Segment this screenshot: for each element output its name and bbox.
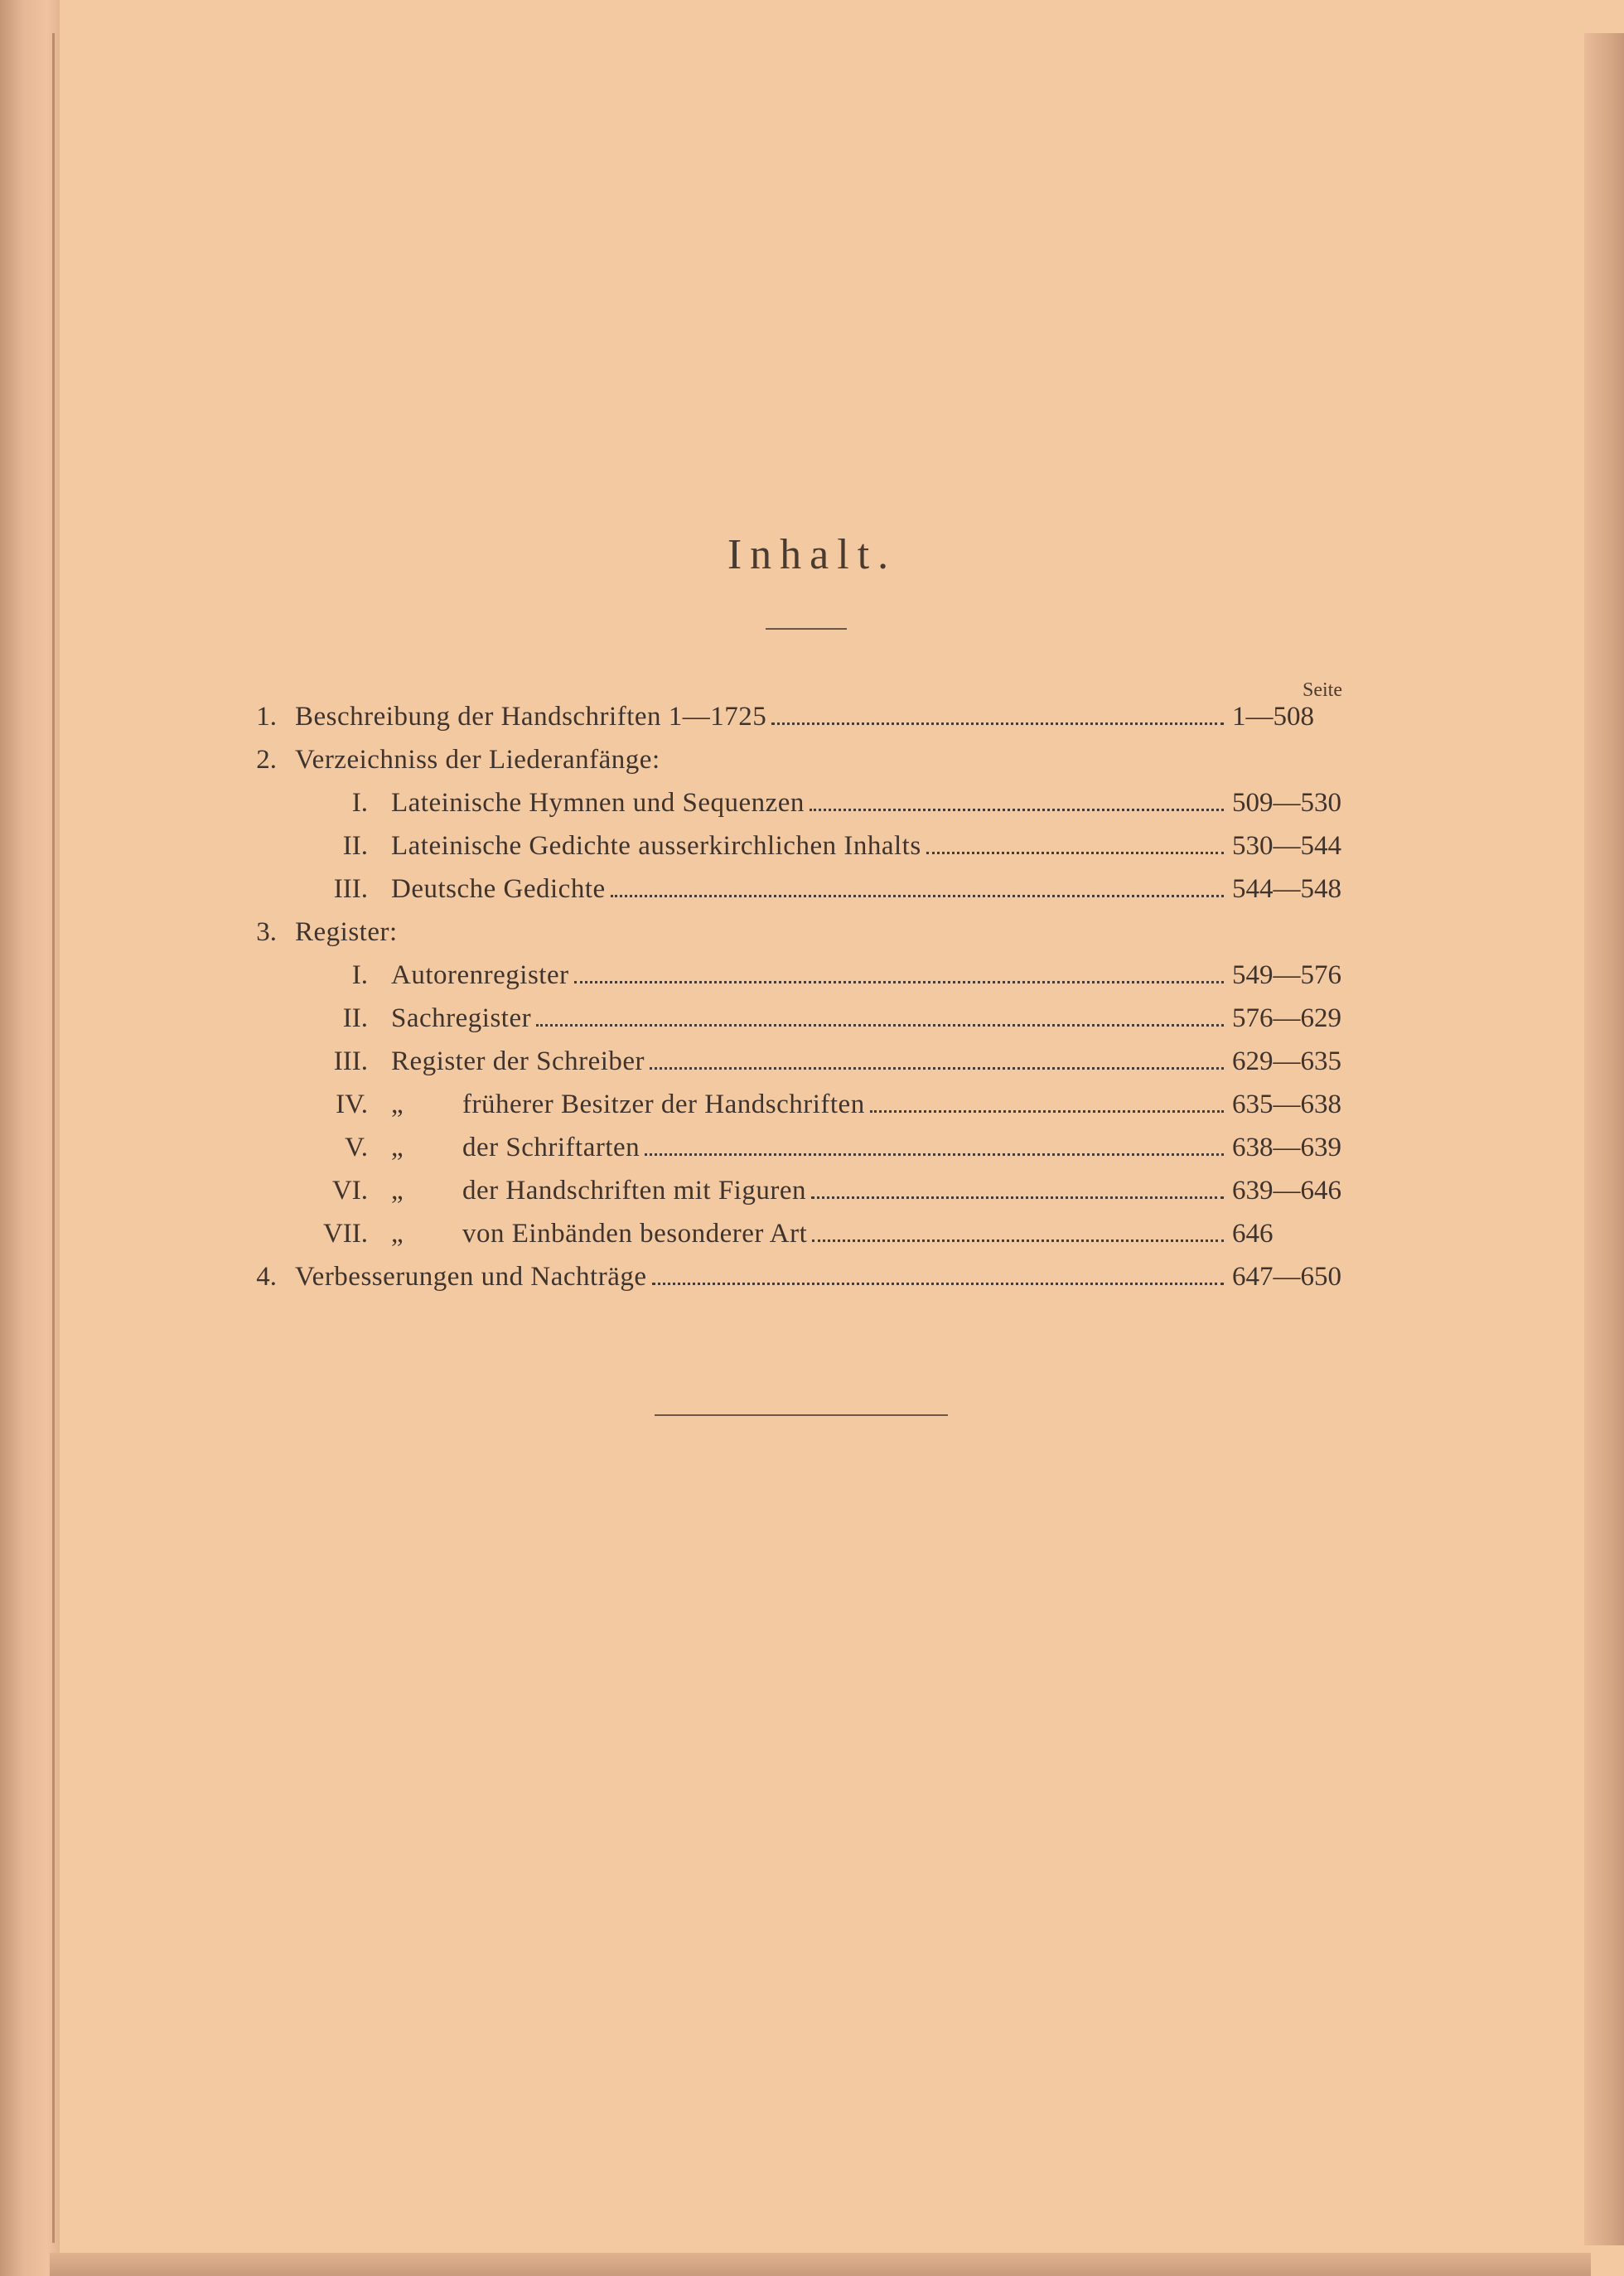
entry-roman: III. [333, 874, 368, 904]
dot-leader [811, 1196, 1224, 1199]
toc-subentry [308, 1213, 1361, 1249]
entry-roman: VI. [331, 1176, 368, 1206]
entry-pages: 1—508 [1232, 702, 1314, 732]
entry-label: Register: [295, 917, 398, 947]
toc-entry [250, 911, 1361, 948]
entry-label: Verbesserungen und Nachträge [295, 1262, 647, 1292]
entry-label: Beschreibung der Handschriften 1—1725 [295, 702, 767, 732]
entry-number: 1. [256, 702, 277, 732]
dot-leader [870, 1110, 1224, 1113]
title-rule [766, 628, 847, 630]
toc-entry [250, 739, 1361, 776]
toc-subentry [308, 1041, 1361, 1077]
seite-label: Seite [1303, 679, 1342, 701]
entry-pages: 544—548 [1232, 874, 1341, 904]
ditto-mark: „ [391, 1133, 404, 1162]
entry-pages: 635—638 [1232, 1090, 1341, 1119]
entry-label: der Schriftarten [462, 1133, 640, 1162]
entry-pages: 638—639 [1232, 1133, 1341, 1162]
page-title: Inhalt. [727, 531, 897, 578]
dot-leader [652, 1283, 1224, 1285]
entry-roman: II. [342, 1003, 368, 1033]
entry-roman: VII. [322, 1219, 368, 1249]
entry-label: früherer Besitzer der Handschriften [462, 1090, 865, 1119]
dot-leader [812, 1239, 1224, 1242]
entry-label: von Einbänden besonderer Art [462, 1219, 808, 1249]
toc-subentry [308, 1084, 1361, 1120]
entry-pages: 639—646 [1232, 1176, 1341, 1206]
entry-number: 4. [256, 1262, 277, 1292]
entry-pages: 647—650 [1232, 1262, 1341, 1292]
ditto-mark: „ [391, 1090, 404, 1119]
entry-label: Deutsche Gedichte [391, 874, 606, 904]
entry-number: 2. [256, 745, 277, 775]
dot-leader [536, 1024, 1224, 1027]
toc-entry [250, 696, 1361, 732]
dot-leader [810, 809, 1224, 811]
entry-label: Lateinische Hymnen und Sequenzen [391, 788, 805, 818]
entry-number: 3. [256, 917, 277, 947]
entry-label: Lateinische Gedichte ausserkirchlichen Inhalts [391, 831, 921, 861]
entry-roman: V. [345, 1133, 368, 1162]
entry-roman: I. [351, 788, 368, 818]
toc-subentry [308, 1170, 1361, 1206]
entry-pages: 576—629 [1232, 1003, 1341, 1033]
entry-pages: 530—544 [1232, 831, 1341, 861]
entry-label: der Handschriften mit Figuren [462, 1176, 806, 1206]
entry-label: Sachregister [391, 1003, 532, 1033]
binding-edge [0, 0, 60, 2276]
page-edge-right [1584, 33, 1624, 2245]
entry-label: Register der Schreiber [391, 1046, 645, 1076]
dot-leader [926, 852, 1224, 854]
entry-roman: II. [342, 831, 368, 861]
ditto-mark: „ [391, 1176, 404, 1206]
page-edge-bottom [50, 2253, 1591, 2276]
entry-pages: 646 [1232, 1219, 1274, 1249]
dot-leader [771, 722, 1224, 725]
dot-leader [611, 895, 1224, 897]
entry-roman: IV. [336, 1090, 368, 1119]
closing-rule [655, 1414, 948, 1416]
toc-subentry [308, 1127, 1361, 1163]
toc-subentry [308, 998, 1361, 1034]
entry-label: Verzeichniss der Liederanfänge: [295, 745, 660, 775]
entry-roman: I. [351, 960, 368, 990]
toc-entry [250, 1256, 1361, 1293]
dot-leader [574, 981, 1224, 983]
entry-pages: 549—576 [1232, 960, 1341, 990]
toc-subentry [308, 954, 1361, 991]
dot-leader [645, 1153, 1224, 1156]
toc-subentry [308, 825, 1361, 862]
entry-label: Autorenregister [391, 960, 569, 990]
toc-subentry [308, 868, 1361, 905]
dot-leader [650, 1067, 1224, 1070]
entry-pages: 629—635 [1232, 1046, 1341, 1076]
entry-roman: III. [333, 1046, 368, 1076]
ditto-mark: „ [391, 1219, 404, 1249]
entry-pages: 509—530 [1232, 788, 1341, 818]
toc-subentry [308, 782, 1361, 819]
